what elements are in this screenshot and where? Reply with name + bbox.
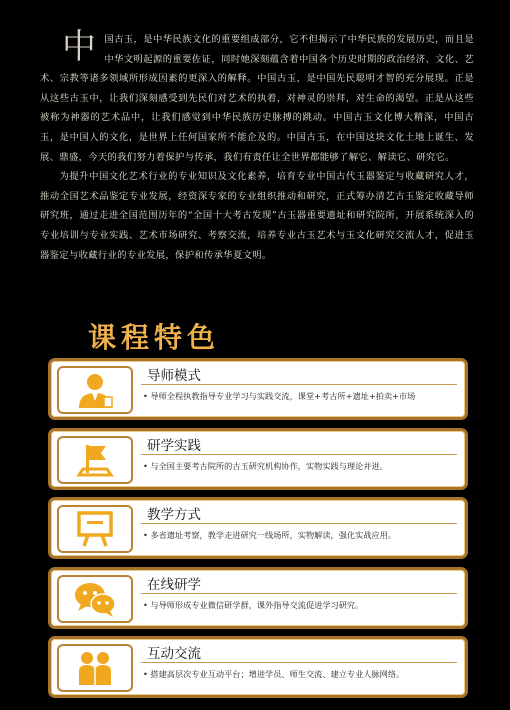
intro-text bbox=[40, 27, 474, 265]
feature-list bbox=[48, 358, 468, 706]
feature-card-online bbox=[48, 567, 468, 629]
divider bbox=[141, 523, 457, 524]
card-title: 教学方式 bbox=[147, 507, 201, 523]
card-description: • 搭建高层次专业互动平台；增进学员、师生交流、建立专业人脉网络。 bbox=[143, 669, 405, 679]
teacher-icon bbox=[57, 366, 133, 414]
feature-card-mentor bbox=[48, 358, 468, 420]
card-description: • 导师全程执教指导专业学习与实践交流，课堂+考古所+遗址+拍卖+市场 bbox=[143, 391, 416, 401]
card-description: • 与全国主要考古院所的古玉研究机构协作，实物实践与理论并进。 bbox=[143, 460, 388, 471]
people-icon bbox=[57, 644, 133, 692]
section-title: 课程特色 bbox=[88, 321, 221, 354]
presentation-board-icon bbox=[57, 505, 133, 553]
intro-paragraph-2: 为提升中国文化艺术行业的专业知识及文化素养，培育专业中国古代玉器鉴定与收藏研究人才，推动全国艺术品鉴定专业发展，经资深专家的专业组织推动和研究，正式筹办清艺古玉鉴定收藏导师研究班，通过走进全国范围历年的“全国十大考古发现”古玉器重要遗址和研究院所，开展系统深入的专业培训与专业实践、艺术市场研究、考察交流，培养专业古玉艺术与玉文化研究交流人才，促进玉器鉴定与收藏行业的专业发展，保护和传承华夏文明。 bbox=[40, 171, 474, 261]
intro-paragraph-1-text: 国古玉，是中华民族文化的重要组成部分，它不但揭示了中华民族的发展历史，而且是中华文明起源的重要佐证，同时她深刻蕴含着中国各个历史时期的政治经济、文化、艺术、宗教等诸多领域所形成因素的更深入的解释。中国古玉，是中国先民聪明才智的充分展现。正是从这些古玉中，让我们深刻感受到先民们对艺术的执着，对神灵的崇拜，对生命的渴望。正是从这些被称为神器的艺术品中，让我们感觉到中华民族历史脉搏的跳动。中国古玉文化博大精深，中国古玉，是中国人的文化，是世界上任何国家所不能企及的。中国古玉，在中国这块文化土地上诞生、发展、鼎盛，今天的我们努力着保护与传承，我们有责任让全世界都能够了解它、解读它、研究它。 bbox=[40, 34, 474, 163]
feature-card-practice bbox=[48, 428, 468, 490]
divider bbox=[141, 662, 457, 663]
feature-card-interaction bbox=[48, 636, 468, 698]
card-description: • 多省遗址考察，教学走进研究一线场所，实物解读，强化实战应用。 bbox=[143, 530, 397, 540]
divider bbox=[141, 593, 457, 594]
card-title: 在线研学 bbox=[147, 576, 201, 593]
intro-paragraph-1 bbox=[40, 27, 474, 167]
feature-card-teaching bbox=[48, 497, 468, 559]
drop-cap: 中 bbox=[62, 27, 97, 67]
flag-icon bbox=[57, 436, 133, 484]
card-title: 研学实践 bbox=[147, 437, 201, 454]
card-title: 互动交流 bbox=[147, 646, 201, 662]
divider bbox=[141, 384, 457, 385]
chat-bubbles-icon bbox=[57, 575, 133, 623]
card-title: 导师模式 bbox=[147, 368, 201, 384]
card-description: • 与导师形成专业微信研学群，课外指导交流促进学习研究。 bbox=[143, 599, 364, 610]
divider bbox=[141, 454, 457, 455]
